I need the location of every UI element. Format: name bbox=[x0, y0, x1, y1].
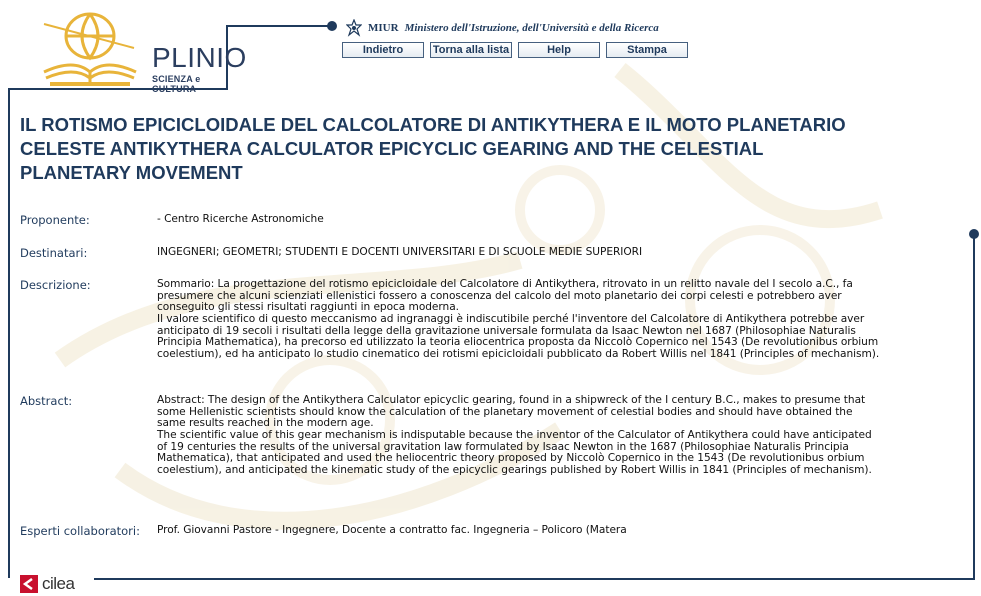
plinio-logo[interactable] bbox=[34, 6, 247, 94]
italian-emblem-icon bbox=[346, 19, 362, 37]
descrizione-label: Descrizione: bbox=[20, 278, 91, 292]
print-button[interactable]: Stampa bbox=[606, 42, 688, 58]
ministry-full: Ministero dell'Istruzione, dell'Università e della Ricerca bbox=[404, 22, 659, 34]
frame-right-line bbox=[973, 235, 975, 580]
help-button[interactable]: Help bbox=[518, 42, 600, 58]
ministry-short: MIUR bbox=[368, 22, 399, 34]
back-to-list-button[interactable]: Torna alla lista bbox=[430, 42, 512, 58]
cilea-logo[interactable] bbox=[20, 574, 74, 594]
cilea-mark-icon bbox=[20, 575, 38, 593]
descrizione-value: Sommario: La progettazione del rotismo epicicloidale del Calcolatore di Antikythera, ritrovato in un relitto navale del I secolo a.C., fa presumere che alcuni scienziati ellenistici fossero a conoscenza del calcolo del moto planetario dei corpi celesti e potrebbero aver conseguito gli stessi risultati raggiunti in epoca moderna. Il valore scientifico di questo meccanismo ad ingranaggi è indiscutibile perché l'inventore del Calcolatore di Antikythera potrebbe aver anticipato di 19 secoli i risultati della legge della gravitazione universale formulata da Isaac Newton nel 1687 (Philosophiae Naturalis Principia Mathematica), ha precorso ed utilizzato la teoria eliocentrica proposta da Niccolò Copernico nel 1543 (De revolutionibus orbium coelestium), ed ha anticipato lo studio cinematico dei rotismi epicicloidali pubblicato da Robert Willis nel 1841 (Principles of mechanism). bbox=[157, 278, 880, 360]
back-button[interactable]: Indietro bbox=[342, 42, 424, 58]
ministry-header bbox=[346, 18, 659, 38]
abstract-value: Abstract: The design of the Antikythera Calculator epicyclic gearing, found in a shipwreck of the I century B.C., makes to presume that some Hellenistic scientists should know the calculation of the planetary movement of celestial bodies and should have obtained the same results reached in the modern age. The scientific value of this gear mechanism is indisputable because the inventor of the Calculator of Antikythera could have anticipated of 19 centuries the results of the universal gravitation law formulated by Isaac Newton in the 1687 (Philosophiae Naturalis Principia Mathematica), that anticipated and used the heliocentric theory proposed by Niccolò Copernico in the 1543 (De revolutionibus orbium coelestium), and anticipated the kinematic study of the epicyclic gearings published by Robert Willis in 1841 (Principles of mechanism). bbox=[157, 394, 872, 476]
esperti-value: Prof. Giovanni Pastore - Ingegnere, Docente a contratto fac. Ingegneria – Policoro (Matera bbox=[157, 524, 627, 536]
frame-left-line bbox=[8, 88, 10, 578]
frame-top-line bbox=[226, 25, 332, 27]
cilea-brand: cilea bbox=[42, 574, 75, 593]
frame-bottom-line bbox=[94, 578, 974, 580]
logo-tagline: SCIENZA e CULTURA bbox=[152, 74, 201, 94]
logo-wordmark bbox=[152, 44, 247, 94]
frame-dot-right bbox=[969, 229, 979, 239]
destinatari-value: INGEGNERI; GEOMETRI; STUDENTI E DOCENTI UNIVERSITARI E DI SCUOLE MEDIE SUPERIORI bbox=[157, 246, 643, 258]
book-globe-icon bbox=[34, 6, 144, 88]
esperti-label: Esperti collaboratori: bbox=[20, 524, 140, 538]
page-title: IL ROTISMO EPICICLOIDALE DEL CALCOLATORE DI ANTIKYTHERA E IL MOTO PLANETARIO CELESTE ANTIKYTHERA CALCULATOR EPICYCLIC GEARING AND THE CELESTIAL PLANETARY MOVEMENT bbox=[20, 114, 846, 183]
destinatari-label: Destinatari: bbox=[20, 246, 88, 260]
nav-buttons bbox=[342, 42, 688, 58]
proponente-value: - Centro Ricerche Astronomiche bbox=[157, 213, 324, 225]
proponente-label: Proponente: bbox=[20, 213, 90, 227]
frame-dot-top bbox=[327, 21, 337, 31]
logo-name: PLINIO bbox=[152, 42, 247, 73]
abstract-label: Abstract: bbox=[20, 394, 73, 408]
